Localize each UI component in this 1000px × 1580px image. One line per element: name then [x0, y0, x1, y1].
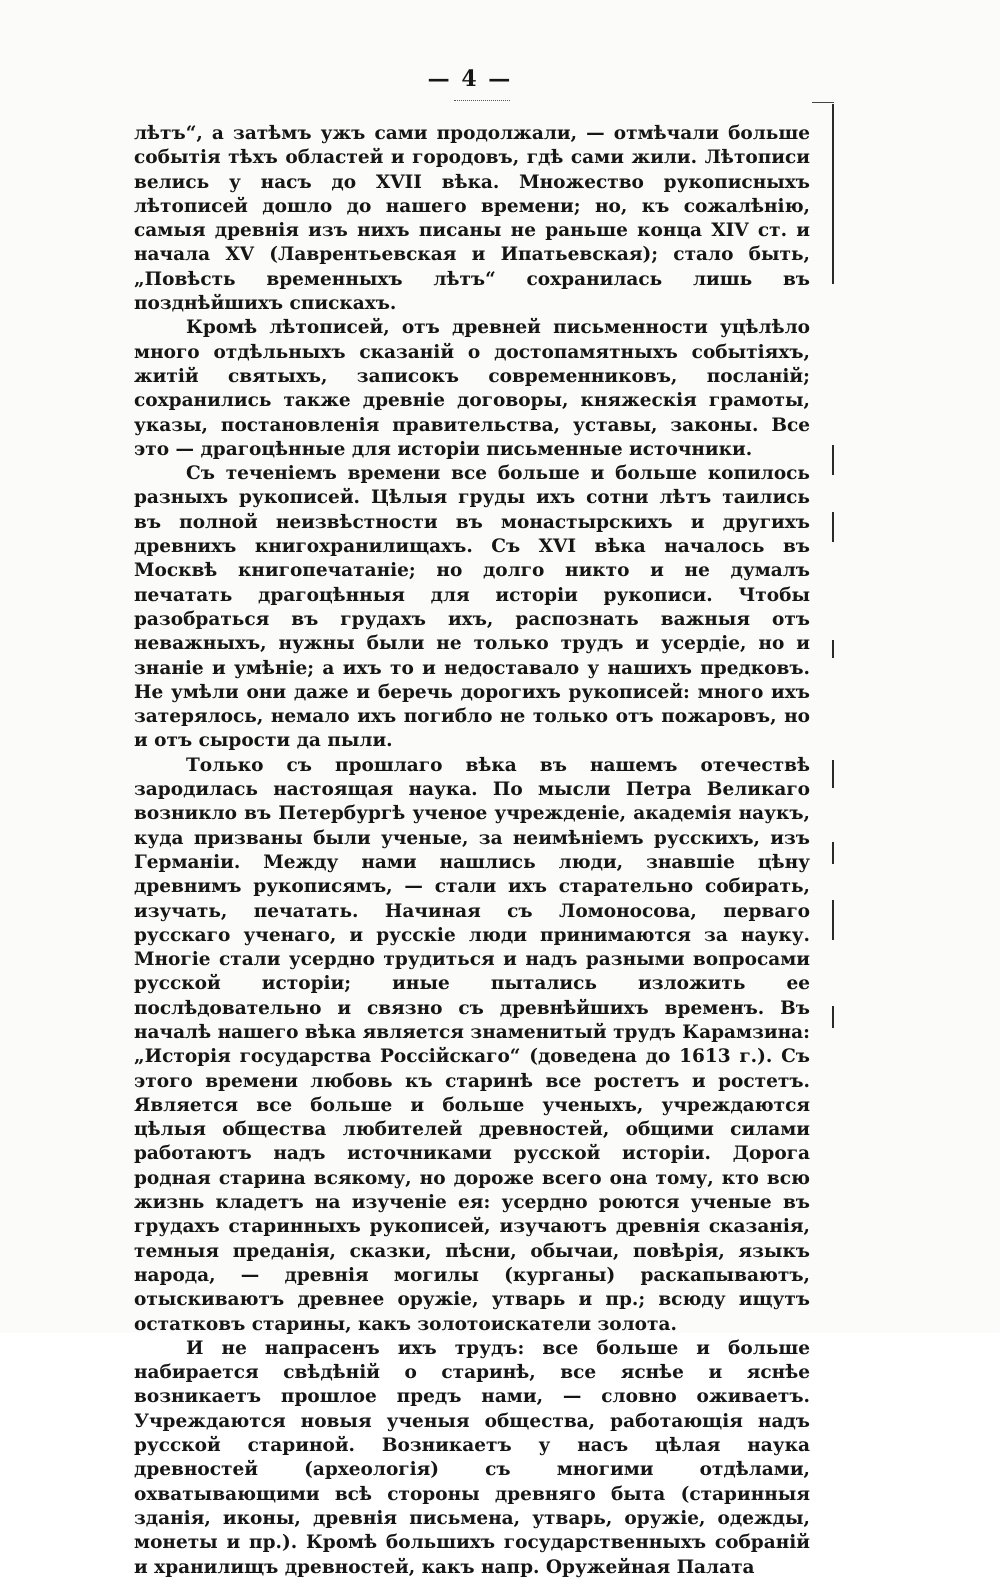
- paragraph: Только съ прошлаго вѣка въ нашемъ отечествѣ зародилась настоящая наука. По мысли Петра Великаго возникло въ Петербургѣ ученое учрежденіе, академія наукъ, куда призваны были ученые, за неимѣніемъ русскихъ, изъ Германіи. Между нами нашлись люди, знавшіе цѣну древнимъ рукописямъ, — стали ихъ старательно собирать, изучать, печатать. Начиная съ Ломоносова, перваго русскаго ученаго, и русскіе люди принимаются за науку. Многіе стали усердно трудиться и надъ разными вопросами русской исторіи; иные пытались изложить ее послѣдовательно и связно съ древнѣйшихъ временъ. Въ началѣ нашего вѣка является знаменитый трудъ Карамзина: „Исторія государства Россійскаго“ (доведена до 1613 г.). Съ этого времени любовь къ старинѣ все ростетъ и ростетъ. Является все больше и больше ученыхъ, учреждаются цѣлыя общества любителей древностей, общими силами работаютъ надъ источниками русской исторіи. Дорога родная старина всякому, но дороже всего она тому, кто всю жизнь кладетъ на изученіе ея: усердно роются ученые въ грудахъ старинныхъ рукописей, изучаютъ древнія сказанія, темныя преданія, сказки, пѣсни, обычаи, повѣрія, языкъ народа, — древнія могилы (курганы) раскапываютъ, отыскиваютъ древнее оружіе, утварь и пр.; всюду ищутъ остатковъ старины, какъ золотоискатели золота.: [134, 754, 810, 1335]
- margin-line: [832, 842, 834, 864]
- margin-line: [832, 760, 834, 788]
- paragraph: Съ теченіемъ времени все больше и больше копилось разныхъ рукописей. Цѣлыя груды ихъ сотни лѣтъ таились въ полной неизвѣстности въ монастырскихъ и другихъ древнихъ книгохранилищахъ. Съ XVI вѣка началось въ Москвѣ книгопечатаніе; но долго никто и не думалъ печатать драгоцѣнныя для исторіи рукописи. Чтобы разобраться въ грудахъ ихъ, распознать важныя отъ неважныхъ, нужны были не только трудъ и усердіе, но и знаніе и умѣніе; а ихъ то и недоставало у нашихъ предковъ. Не умѣли они даже и беречь дорогихъ рукописей: много ихъ затерялось, немало ихъ погибло не только отъ пожаровъ, но и отъ сырости да пыли.: [134, 463, 810, 752]
- margin-tick: [812, 102, 834, 103]
- margin-line: [832, 445, 834, 475]
- paragraph: И не напрасенъ ихъ трудъ: все больше и больше набирается свѣдѣній о старинѣ, все яснѣе и яснѣе возникаетъ прошлое предъ нами, — словно оживаетъ. Учреждаются новыя ученыя общества, работающія надъ русской стариной. Возникаетъ у насъ цѣлая наука древностей (археологія) съ многими отдѣлами, охватывающими всѣ стороны древняго быта (старинныя зданія, иконы, древнія письмена, утварь, оружіе, одежды, монеты и пр.). Кромѣ большихъ государственныхъ собраній и хранилищъ древностей, какъ напр. Оружейная Палата: [134, 1337, 810, 1578]
- margin-line: [832, 512, 834, 542]
- header-rule: [454, 100, 510, 101]
- body-text: [134, 122, 810, 1580]
- margin-line: [832, 640, 834, 658]
- margin-line: [832, 104, 834, 284]
- paragraph: Кромѣ лѣтописей, отъ древней письменности уцѣлѣло много отдѣльныхъ сказаній о достопамятныхъ событіяхъ, житій святыхъ, записокъ современниковъ, посланій; сохранились также древніе договоры, княжескія грамоты, указы, постановленія правительства, уставы, законы. Все это — драгоцѣнные для исторіи письменные источники.: [134, 317, 810, 460]
- margin-line: [832, 900, 834, 940]
- page-number: — 4 —: [427, 66, 513, 92]
- margin-line: [832, 1006, 834, 1028]
- paragraph: лѣтъ“, а затѣмъ ужъ сами продолжали, — отмѣчали больше событія тѣхъ областей и городовъ, гдѣ сами жили. Лѣтописи велись у насъ до XVII вѣка. Множество рукописныхъ лѣтописей дошло до нашего времени; но, къ сожалѣнію, самыя древнія изъ нихъ писаны не раньше конца XIV ст. и начала XV (Лаврентьевская и Ипатьевская); стало быть, „Повѣсть временныхъ лѣтъ“ сохранилась лишь въ позднѣйшихъ спискахъ.: [134, 123, 810, 315]
